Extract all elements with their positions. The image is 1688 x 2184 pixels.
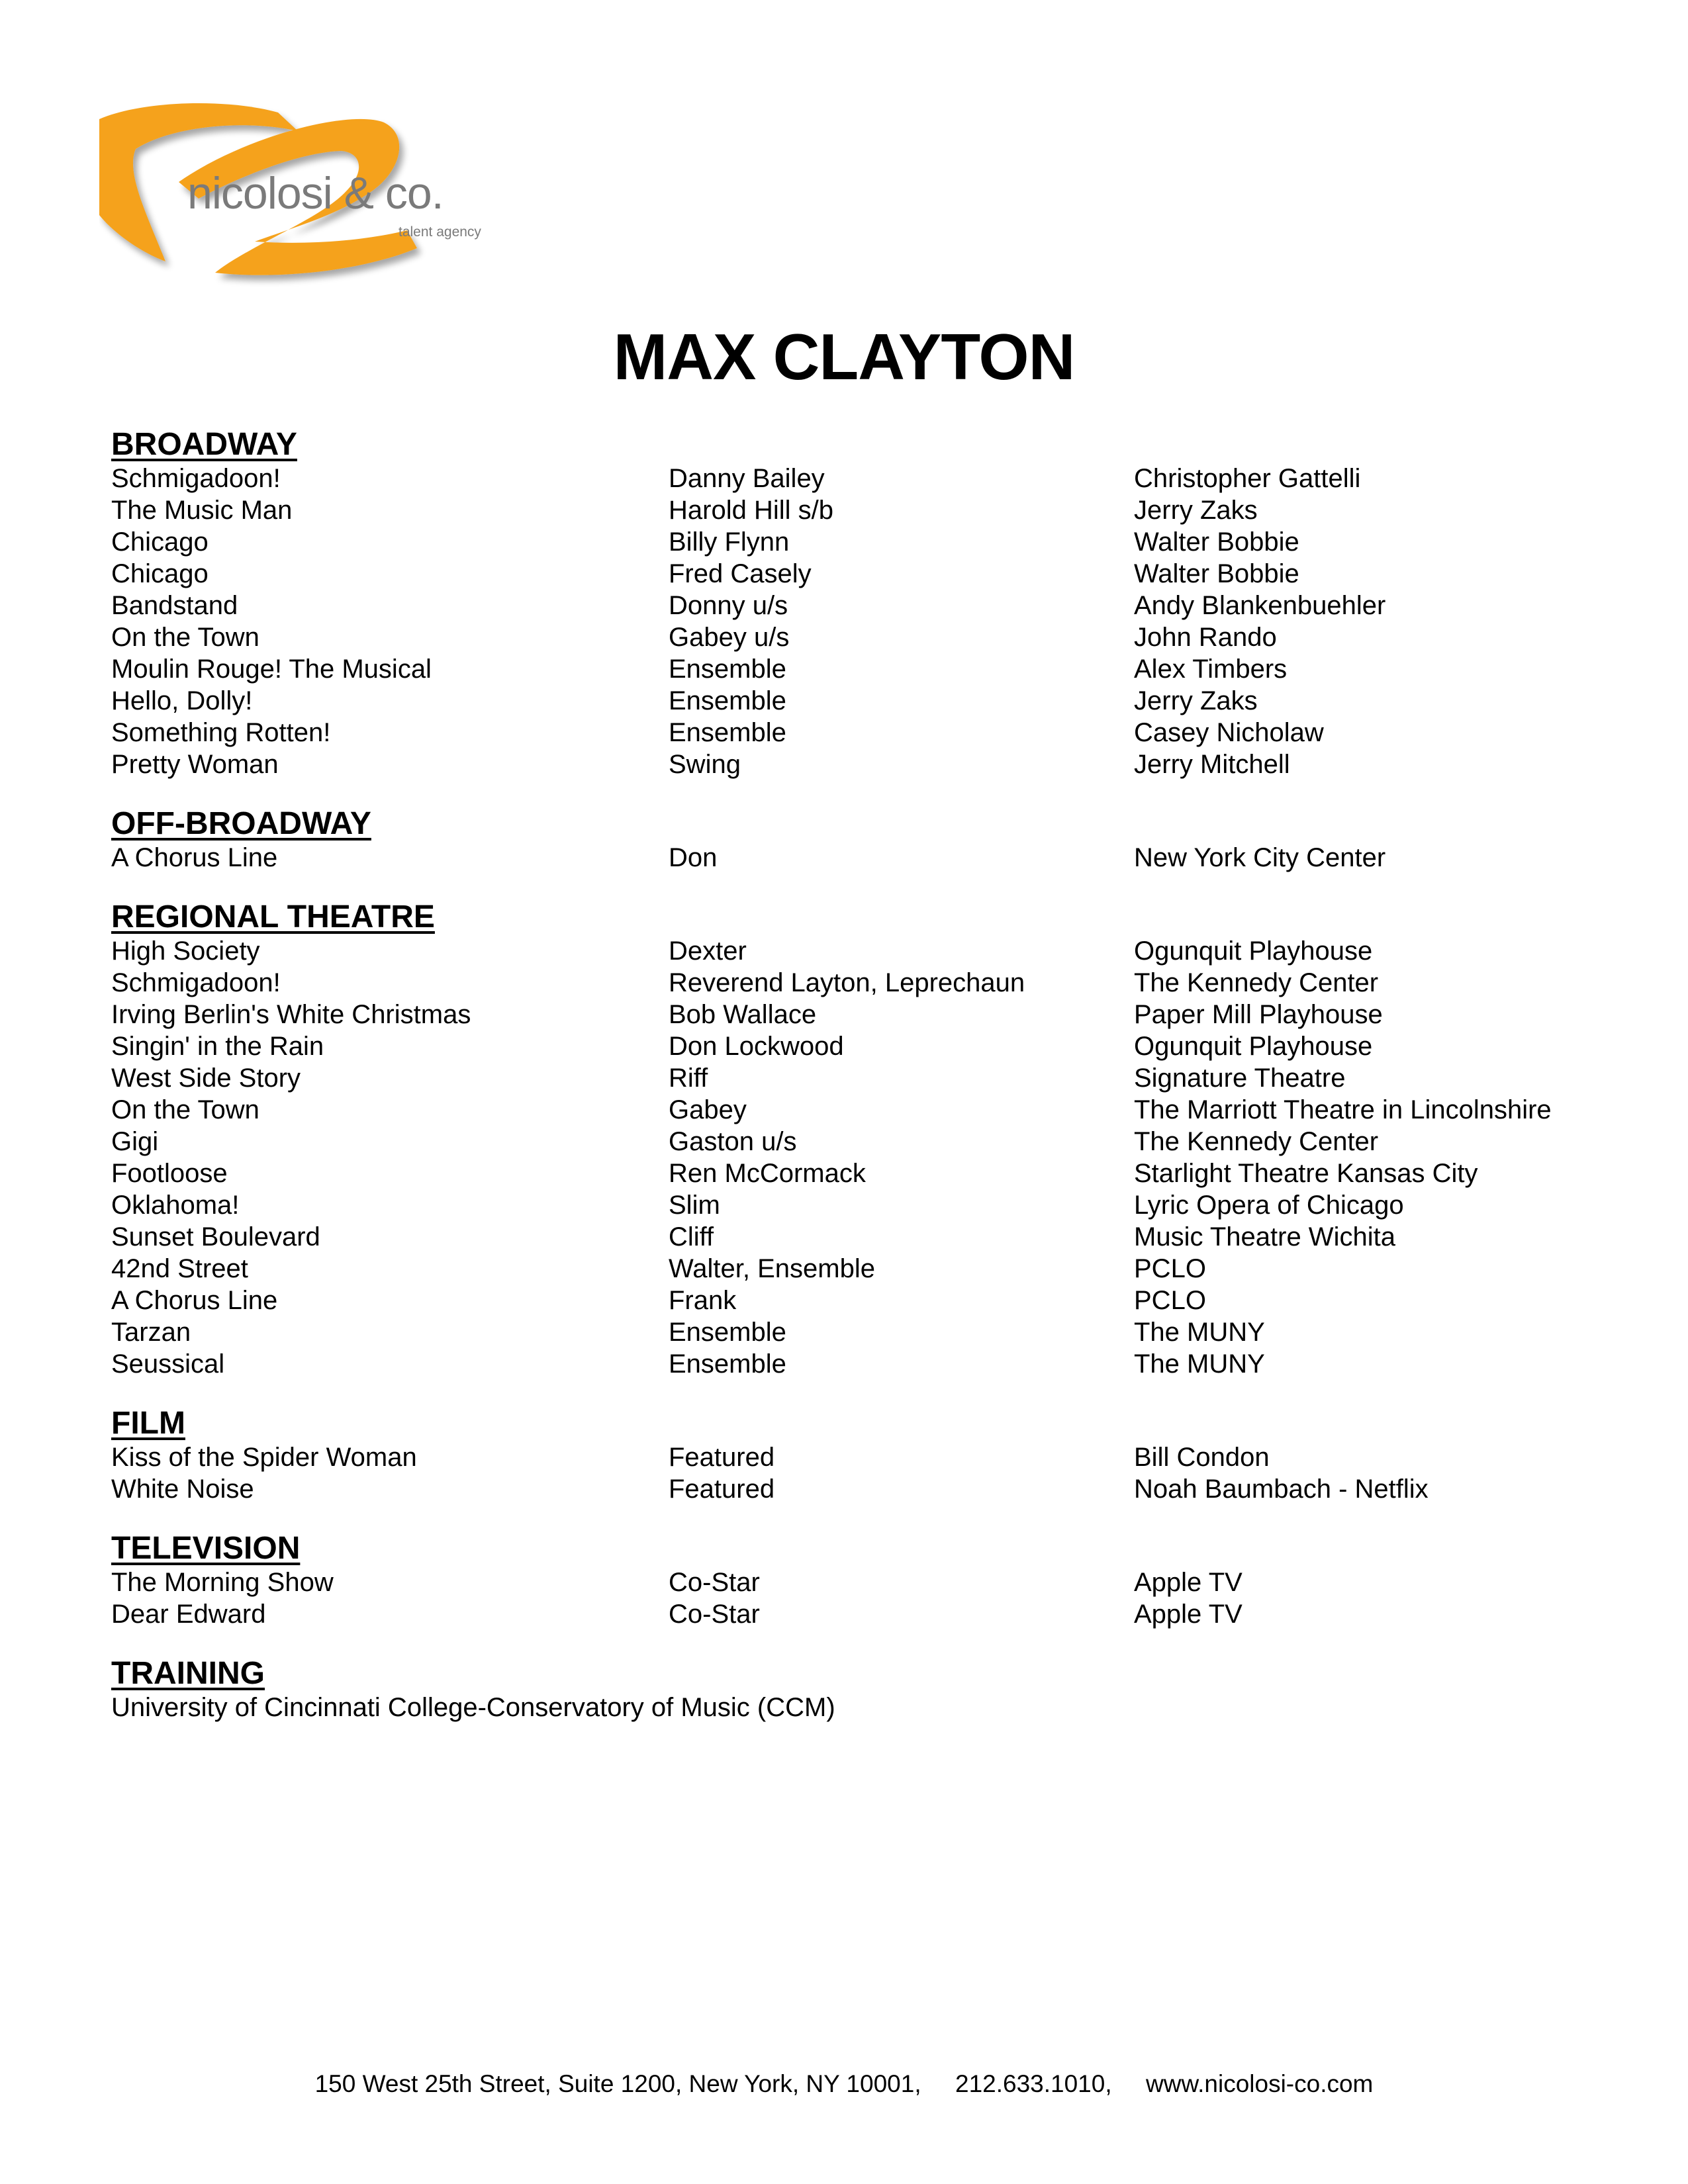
credit-role: Don (669, 843, 718, 872)
credit-venue: Signature Theatre (1134, 1064, 1346, 1093)
credit-director: John Rando (1134, 623, 1277, 652)
credit-role: Featured (669, 1475, 775, 1504)
credit-title: West Side Story (111, 1064, 301, 1093)
credit-venue: The Kennedy Center (1134, 1127, 1379, 1156)
credit-title: Seussical (111, 1349, 225, 1379)
credit-title: High Society (111, 936, 260, 966)
credit-role: Danny Bailey (669, 464, 825, 493)
credit-role: Swing (669, 750, 741, 779)
credit-role: Featured (669, 1443, 775, 1472)
credit-row (111, 590, 1601, 621)
credit-row (111, 1253, 1601, 1285)
credit-director: Noah Baumbach - Netflix (1134, 1475, 1429, 1504)
credit-row (111, 1221, 1601, 1253)
credit-director: Walter Bobbie (1134, 559, 1299, 588)
credit-role: Gabey (669, 1095, 747, 1124)
credit-row (111, 1348, 1601, 1380)
credit-director: Casey Nicholaw (1134, 718, 1324, 747)
section-title: BROADWAY (111, 427, 297, 462)
credit-title: Footloose (111, 1159, 228, 1188)
credit-venue: Starlight Theatre Kansas City (1134, 1159, 1478, 1188)
credit-title: Singin' in the Rain (111, 1032, 324, 1061)
credit-venue: New York City Center (1134, 843, 1386, 872)
credit-role: Don Lockwood (669, 1032, 844, 1061)
credit-row (111, 1567, 1601, 1598)
credit-title: Kiss of the Spider Woman (111, 1443, 417, 1472)
credit-row (111, 749, 1601, 780)
credit-row (111, 685, 1601, 717)
credit-role: Donny u/s (669, 591, 788, 620)
credit-network: Apple TV (1134, 1568, 1243, 1597)
credit-row (111, 621, 1601, 653)
credit-role: Co-Star (669, 1568, 760, 1597)
television-section (111, 1531, 1601, 1630)
credit-role: Fred Casely (669, 559, 812, 588)
credit-venue: Lyric Opera of Chicago (1134, 1191, 1404, 1220)
broadway-section (111, 427, 1601, 780)
training-section (111, 1656, 1601, 1723)
credit-row (111, 842, 1601, 874)
section-title: FILM (111, 1406, 185, 1441)
credit-row (111, 1158, 1601, 1189)
credit-role: Bob Wallace (669, 1000, 817, 1029)
credit-row (111, 558, 1601, 590)
credit-role: Harold Hill s/b (669, 496, 833, 525)
credit-title: Tarzan (111, 1318, 191, 1347)
credit-venue: PCLO (1134, 1286, 1206, 1315)
credit-director: Bill Condon (1134, 1443, 1270, 1472)
credit-row (111, 463, 1601, 494)
off-broadway-section (111, 806, 1601, 874)
credit-title: Oklahoma! (111, 1191, 240, 1220)
credit-role: Billy Flynn (669, 527, 790, 557)
credit-venue: The Kennedy Center (1134, 968, 1379, 997)
credit-venue: The MUNY (1134, 1349, 1265, 1379)
logo-tagline: talent agency (399, 224, 481, 240)
credit-title: Something Rotten! (111, 718, 331, 747)
training-text: University of Cincinnati College-Conservatory of Music (CCM) (111, 1693, 835, 1722)
credit-role: Gaston u/s (669, 1127, 797, 1156)
credit-role: Ensemble (669, 655, 786, 684)
credit-row (111, 1285, 1601, 1316)
credit-role: Walter, Ensemble (669, 1254, 875, 1283)
credit-row (111, 935, 1601, 967)
credit-title: The Morning Show (111, 1568, 334, 1597)
agency-logo (99, 99, 496, 298)
credit-row (111, 653, 1601, 685)
credit-director: Walter Bobbie (1134, 527, 1299, 557)
regional-theatre-section (111, 899, 1601, 1380)
credit-venue: Paper Mill Playhouse (1134, 1000, 1383, 1029)
credit-row (111, 967, 1601, 999)
credit-title: Chicago (111, 559, 209, 588)
credit-row (111, 1316, 1601, 1348)
credit-row (111, 1189, 1601, 1221)
section-title: TRAINING (111, 1656, 265, 1691)
credit-title: A Chorus Line (111, 1286, 278, 1315)
logo-name: nicolosi & co. (187, 168, 444, 218)
credit-role: Ren McCormack (669, 1159, 866, 1188)
credit-role: Reverend Layton, Leprechaun (669, 968, 1025, 997)
credit-title: On the Town (111, 1095, 259, 1124)
credit-venue: The Marriott Theatre in Lincolnshire (1134, 1095, 1552, 1124)
credit-title: Hello, Dolly! (111, 686, 253, 715)
credit-role: Slim (669, 1191, 720, 1220)
credit-title: Schmigadoon! (111, 464, 281, 493)
credit-venue: Music Theatre Wichita (1134, 1222, 1395, 1251)
credit-role: Riff (669, 1064, 708, 1093)
credit-title: Chicago (111, 527, 209, 557)
credit-director: Andy Blankenbuehler (1134, 591, 1386, 620)
credit-title: The Music Man (111, 496, 293, 525)
agency-contact-footer: 150 West 25th Street, Suite 1200, New York, NY 10001, 212.633.1010, www.nicolosi-co.com (314, 2070, 1374, 2097)
resume-content (111, 427, 1601, 1749)
credit-title: Moulin Rouge! The Musical (111, 655, 432, 684)
credit-director: Alex Timbers (1134, 655, 1288, 684)
credit-title: Gigi (111, 1127, 159, 1156)
credit-role: Gabey u/s (669, 623, 790, 652)
section-title: REGIONAL THEATRE (111, 899, 435, 934)
credit-title: 42nd Street (111, 1254, 248, 1283)
credit-title: On the Town (111, 623, 259, 652)
credit-row (111, 1062, 1601, 1094)
credit-title: Pretty Woman (111, 750, 279, 779)
performer-name: MAX CLAYTON (613, 320, 1075, 393)
credit-role: Ensemble (669, 1349, 786, 1379)
credit-role: Ensemble (669, 1318, 786, 1347)
credit-venue: PCLO (1134, 1254, 1206, 1283)
credit-director: Jerry Zaks (1134, 496, 1258, 525)
credit-row (111, 1598, 1601, 1630)
credit-row (111, 1030, 1601, 1062)
credit-director: Jerry Zaks (1134, 686, 1258, 715)
credit-row (111, 1126, 1601, 1158)
credit-director: Christopher Gattelli (1134, 464, 1361, 493)
credit-title: White Noise (111, 1475, 254, 1504)
credit-row (111, 1441, 1601, 1473)
section-title: OFF-BROADWAY (111, 806, 371, 841)
credit-director: Jerry Mitchell (1134, 750, 1290, 779)
credit-row (111, 1094, 1601, 1126)
credit-role: Ensemble (669, 686, 786, 715)
credit-network: Apple TV (1134, 1600, 1243, 1629)
credit-venue: Ogunquit Playhouse (1134, 936, 1373, 966)
credit-venue: Ogunquit Playhouse (1134, 1032, 1373, 1061)
credit-venue: The MUNY (1134, 1318, 1265, 1347)
credit-row (111, 494, 1601, 526)
credit-title: Schmigadoon! (111, 968, 281, 997)
credit-role: Cliff (669, 1222, 714, 1251)
credit-title: Sunset Boulevard (111, 1222, 320, 1251)
credit-row (111, 999, 1601, 1030)
film-section (111, 1406, 1601, 1505)
credit-title: Dear Edward (111, 1600, 266, 1629)
credit-role: Dexter (669, 936, 747, 966)
credit-role: Ensemble (669, 718, 786, 747)
credit-title: A Chorus Line (111, 843, 278, 872)
credit-role: Co-Star (669, 1600, 760, 1629)
credit-row (111, 717, 1601, 749)
credit-title: Irving Berlin's White Christmas (111, 1000, 471, 1029)
credit-row (111, 526, 1601, 558)
section-title: TELEVISION (111, 1531, 301, 1566)
credit-title: Bandstand (111, 591, 238, 620)
credit-role: Frank (669, 1286, 737, 1315)
credit-row (111, 1473, 1601, 1505)
